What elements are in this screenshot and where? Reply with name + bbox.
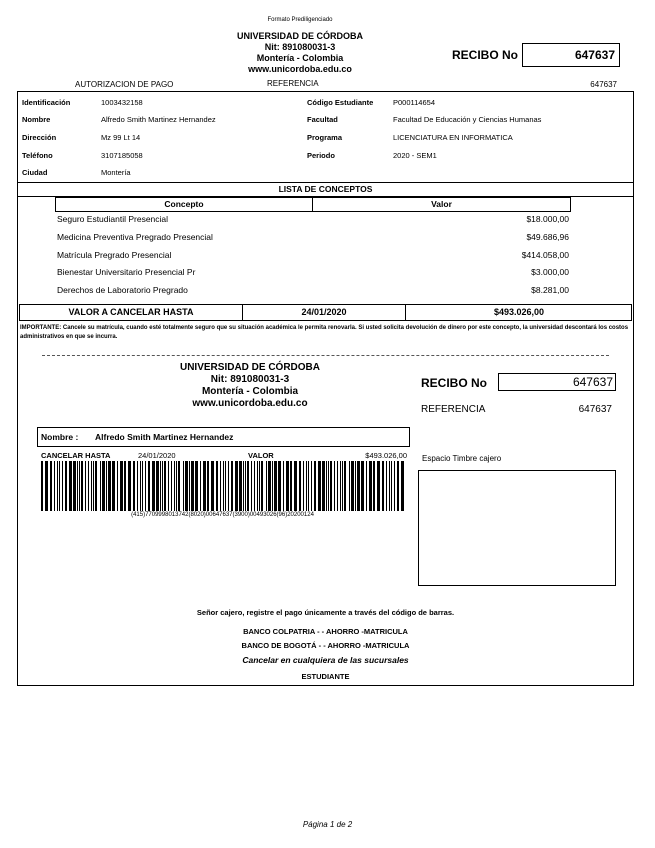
concept-item-name: Matrícula Pregrado Presencial — [57, 250, 172, 260]
stub-reference-label: REFERENCIA — [421, 404, 486, 415]
value-programa: LICENCIATURA EN INFORMATICA — [393, 133, 513, 142]
concepts-title: LISTA DE CONCEPTOS — [278, 184, 373, 194]
value-ciudad: Montería — [101, 168, 131, 177]
value-codigo-estudiante: P000114654 — [393, 98, 435, 107]
concept-item-name: Medicina Preventiva Pregrado Presencial — [57, 232, 213, 242]
reference-label: REFERENCIA — [267, 79, 319, 88]
label-identificacion: Identificación — [22, 98, 71, 107]
reference-value: 647637 — [590, 80, 617, 89]
concept-item-value: $3.000,00 — [531, 267, 569, 277]
stub-university-nit: Nit: 891080031-3 — [210, 374, 290, 385]
copy-label: ESTUDIANTE — [301, 672, 350, 681]
notice-text: Cancele su matrícula, cuando esté totalmente seguro que su situación académica le permita renovarla. Si usted solicita devolución de dinero por este concepto, la universidad descontará los costos administrativos en que se incurra. — [20, 325, 629, 340]
cashier-stamp-label: Espacio Timbre cajero — [422, 454, 502, 463]
info-divider — [17, 182, 634, 183]
label-telefono: Teléfono — [22, 151, 53, 160]
payment-barcode — [41, 461, 404, 511]
stub-name-value: Alfredo Smith Martinez Hernandez — [95, 432, 234, 442]
stub-value-amount: $493.026,00 — [365, 451, 407, 460]
total-date: 24/01/2020 — [301, 307, 347, 317]
receipt-number: 647637 — [574, 48, 615, 62]
label-direccion: Dirección — [22, 133, 57, 142]
stub-due-label: CANCELAR HASTA — [41, 451, 111, 460]
cut-line — [42, 355, 609, 356]
stub-university-website: www.unicordoba.edu.co — [192, 398, 308, 409]
concept-header-label: Concepto — [164, 199, 204, 209]
concept-item-name: Bienestar Universitario Presencial Pr — [57, 267, 196, 277]
notice-bold: IMPORTANTE: — [20, 325, 62, 331]
stub-receipt-number-box — [498, 373, 616, 391]
important-notice — [20, 324, 632, 342]
value-nombre: Alfredo Smith Martinez Hernandez — [101, 115, 216, 124]
stub-due-date: 24/01/2020 — [138, 451, 176, 460]
concept-item-value: $18.000,00 — [526, 214, 569, 224]
value-direccion: Mz 99 Lt 14 — [101, 133, 141, 142]
stub-university-name: UNIVERSIDAD DE CÓRDOBA — [179, 362, 320, 373]
total-label: VALOR A CANCELAR HASTA — [68, 307, 194, 317]
concept-item-value: $414.058,00 — [521, 250, 569, 260]
value-column-header — [312, 197, 571, 212]
stub-reference-value: 647637 — [578, 404, 612, 415]
stub-value-label: VALOR — [248, 451, 274, 460]
value-header-label: Valor — [431, 199, 452, 209]
stub-receipt-label: RECIBO No — [421, 376, 487, 390]
label-codigo-estudiante: Código Estudiante — [307, 98, 374, 107]
university-name: UNIVERSIDAD DE CÓRDOBA — [236, 31, 363, 41]
university-city: Montería - Colombia — [256, 53, 344, 63]
stub-name-box — [37, 427, 410, 447]
receipt-label: RECIBO No — [452, 48, 518, 62]
receipt-number-box — [522, 43, 620, 67]
bank-bogota: BANCO DE BOGOTÁ - - AHORRO -MATRICULA — [241, 641, 410, 650]
cashier-instruction: Señor cajero, registre el pago únicamente a través del código de barras. — [196, 608, 455, 617]
label-programa: Programa — [307, 133, 343, 142]
total-amount: $493.026,00 — [493, 307, 545, 317]
university-website: www.unicordoba.edu.co — [248, 64, 352, 74]
concept-item-value: $49.686,96 — [526, 232, 569, 242]
stub-receipt-number: 647637 — [572, 375, 613, 389]
label-facultad: Facultad — [307, 115, 338, 124]
concept-item-value: $8.281,00 — [531, 285, 569, 295]
stub-name-label: Nombre : — [41, 432, 79, 442]
cashier-stamp-box — [418, 470, 616, 586]
label-periodo: Periodo — [307, 151, 335, 160]
value-identificacion: 1003432158 — [101, 98, 143, 107]
concept-item-name: Seguro Estudiantil Presencial — [57, 214, 169, 224]
preformat-label: Formato Prediligenciado — [267, 17, 333, 23]
value-periodo: 2020 - SEM1 — [393, 151, 437, 160]
barcode-text: (415)7709998013742(8020)00647637(3900)00493026(96)20200124 — [131, 512, 314, 518]
label-nombre: Nombre — [22, 115, 51, 124]
branches-note: Cancelar en cualquiera de las sucursales — [242, 655, 409, 665]
bank-colpatria: BANCO COLPATRIA - - AHORRO -MATRICULA — [243, 627, 408, 636]
concept-column-header — [55, 197, 313, 212]
page-number: Página 1 de 2 — [302, 820, 353, 829]
value-telefono: 3107185058 — [101, 151, 143, 160]
value-facultad: Facultad De Educación y Ciencias Humanas — [393, 115, 542, 124]
payment-authorization-label: AUTORIZACION DE PAGO — [75, 80, 174, 89]
stub-university-city: Montería - Colombia — [201, 386, 299, 397]
concept-item-name: Derechos de Laboratorio Pregrado — [57, 285, 188, 295]
university-nit: Nit: 891080031-3 — [264, 42, 336, 52]
label-ciudad: Ciudad — [22, 168, 48, 177]
